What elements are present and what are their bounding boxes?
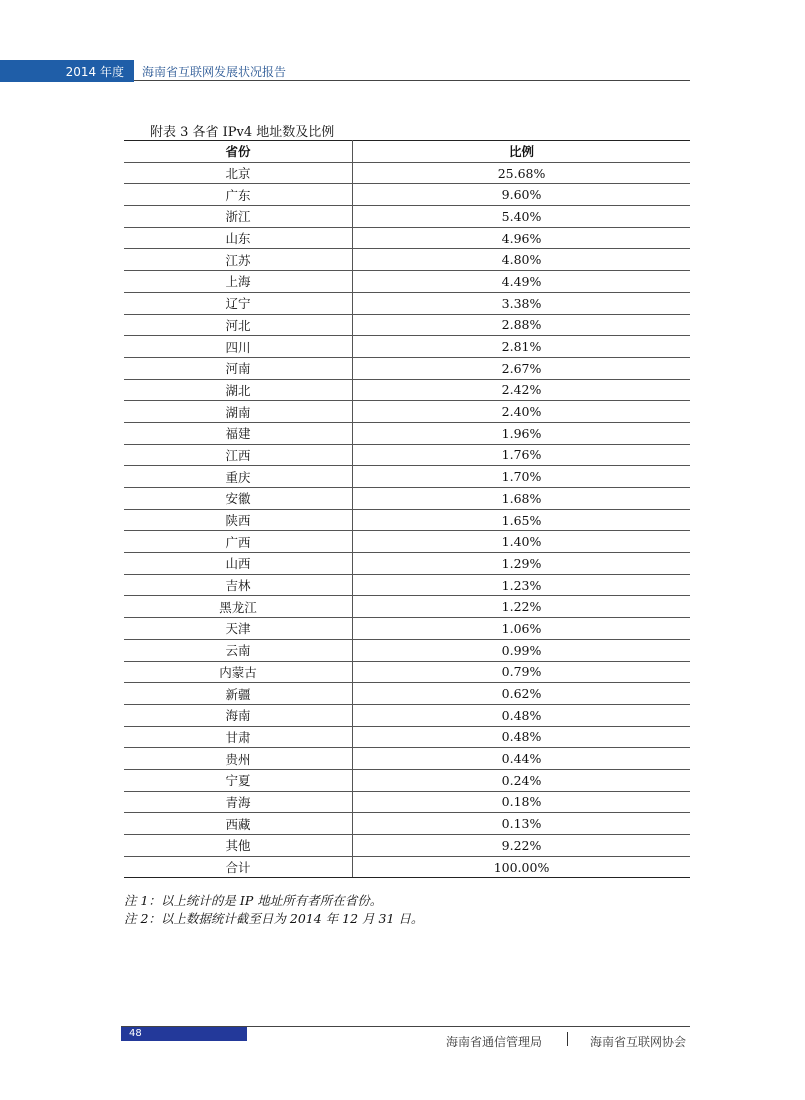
table-row [124,184,690,206]
province-cell: 西藏 [124,813,353,835]
table-row [124,401,690,423]
table-notes [124,892,423,928]
ratio-cell: 9.22% [353,835,690,857]
province-cell: 广东 [124,184,353,206]
province-cell: 安徽 [124,488,353,510]
table-row [124,574,690,596]
table-row [124,162,690,184]
table-row [124,444,690,466]
table-row [124,618,690,640]
note-2: 注 2：以上数据统计截至日为 2014 年 12 月 31 日。 [124,911,424,926]
province-cell: 贵州 [124,748,353,770]
ratio-cell: 4.80% [353,249,690,271]
province-cell: 甘肃 [124,726,353,748]
table-row [124,835,690,857]
footer-right-org: 海南省互联网协会 [590,1035,687,1049]
province-cell: 上海 [124,271,353,293]
ratio-cell: 1.76% [353,444,690,466]
province-cell: 天津 [124,618,353,640]
table-row [124,271,690,293]
table-row [124,206,690,228]
page-number: 48 [129,1028,142,1039]
ratio-cell: 4.49% [353,271,690,293]
ratio-cell: 1.70% [353,466,690,488]
province-cell: 新疆 [124,683,353,705]
table-caption: 附表 3 各省 IPv4 地址数及比例 [150,125,335,140]
ratio-cell: 2.40% [353,401,690,423]
province-cell: 青海 [124,791,353,813]
province-cell: 湖南 [124,401,353,423]
table-row [124,791,690,813]
table-row [124,553,690,575]
ratio-cell: 25.68% [353,162,690,184]
table-row [124,661,690,683]
ratio-cell: 5.40% [353,206,690,228]
province-cell: 河北 [124,314,353,336]
province-cell: 其他 [124,835,353,857]
ratio-cell: 0.44% [353,748,690,770]
ratio-cell: 0.48% [353,726,690,748]
province-cell: 合计 [124,856,353,878]
table-row [124,704,690,726]
table-row [124,466,690,488]
province-cell: 广西 [124,531,353,553]
table-row [124,314,690,336]
table-row [124,357,690,379]
table-row [124,422,690,444]
province-cell: 山东 [124,227,353,249]
header-divider [134,80,690,81]
province-cell: 四川 [124,336,353,358]
province-cell: 河南 [124,357,353,379]
column-header-ratio: 比例 [353,141,690,163]
ipv4-province-table [124,140,690,878]
ratio-cell: 2.67% [353,357,690,379]
table-row [124,683,690,705]
header-year-badge [0,60,134,82]
ratio-cell: 0.99% [353,639,690,661]
ratio-cell: 2.42% [353,379,690,401]
ratio-cell: 4.96% [353,227,690,249]
province-cell: 福建 [124,422,353,444]
table-row [124,336,690,358]
ratio-cell: 0.48% [353,704,690,726]
table-row [124,509,690,531]
province-cell: 吉林 [124,574,353,596]
province-cell: 内蒙古 [124,661,353,683]
ratio-cell: 0.13% [353,813,690,835]
ratio-cell: 2.81% [353,336,690,358]
province-cell: 湖北 [124,379,353,401]
header-year-label: 2014 年度 [65,64,124,79]
table-header-row [124,141,690,163]
ratio-cell: 1.68% [353,488,690,510]
province-cell: 重庆 [124,466,353,488]
ratio-cell: 0.79% [353,661,690,683]
footer-separator [567,1032,568,1046]
ratio-cell: 0.24% [353,769,690,791]
ratio-cell: 1.06% [353,618,690,640]
table-row [124,227,690,249]
ratio-cell: 1.40% [353,531,690,553]
province-cell: 浙江 [124,206,353,228]
ratio-cell: 100.00% [353,856,690,878]
table-row [124,748,690,770]
table-row [124,379,690,401]
table-row [124,249,690,271]
ratio-cell: 3.38% [353,292,690,314]
province-cell: 宁夏 [124,769,353,791]
header-report-title: 海南省互联网发展状况报告 [142,65,287,79]
province-cell: 辽宁 [124,292,353,314]
table-row [124,639,690,661]
table-row [124,769,690,791]
ratio-cell: 1.96% [353,422,690,444]
note-1: 注 1：以上统计的是 IP 地址所有者所在省份。 [124,893,383,908]
column-header-province: 省份 [124,141,353,163]
province-cell: 江西 [124,444,353,466]
table-row [124,726,690,748]
ratio-cell: 2.88% [353,314,690,336]
table-row [124,596,690,618]
province-cell: 陕西 [124,509,353,531]
ratio-cell: 1.65% [353,509,690,531]
ratio-cell: 9.60% [353,184,690,206]
province-cell: 北京 [124,162,353,184]
province-cell: 海南 [124,704,353,726]
table-row [124,531,690,553]
page-number-badge [121,1027,247,1041]
ratio-cell: 1.22% [353,596,690,618]
table-row [124,488,690,510]
ratio-cell: 1.29% [353,553,690,575]
table-row [124,856,690,878]
ratio-cell: 1.23% [353,574,690,596]
province-cell: 云南 [124,639,353,661]
province-cell: 江苏 [124,249,353,271]
table-row [124,813,690,835]
table-row [124,292,690,314]
ratio-cell: 0.18% [353,791,690,813]
province-cell: 黑龙江 [124,596,353,618]
ratio-cell: 0.62% [353,683,690,705]
province-cell: 山西 [124,553,353,575]
footer-left-org: 海南省通信管理局 [446,1035,543,1049]
